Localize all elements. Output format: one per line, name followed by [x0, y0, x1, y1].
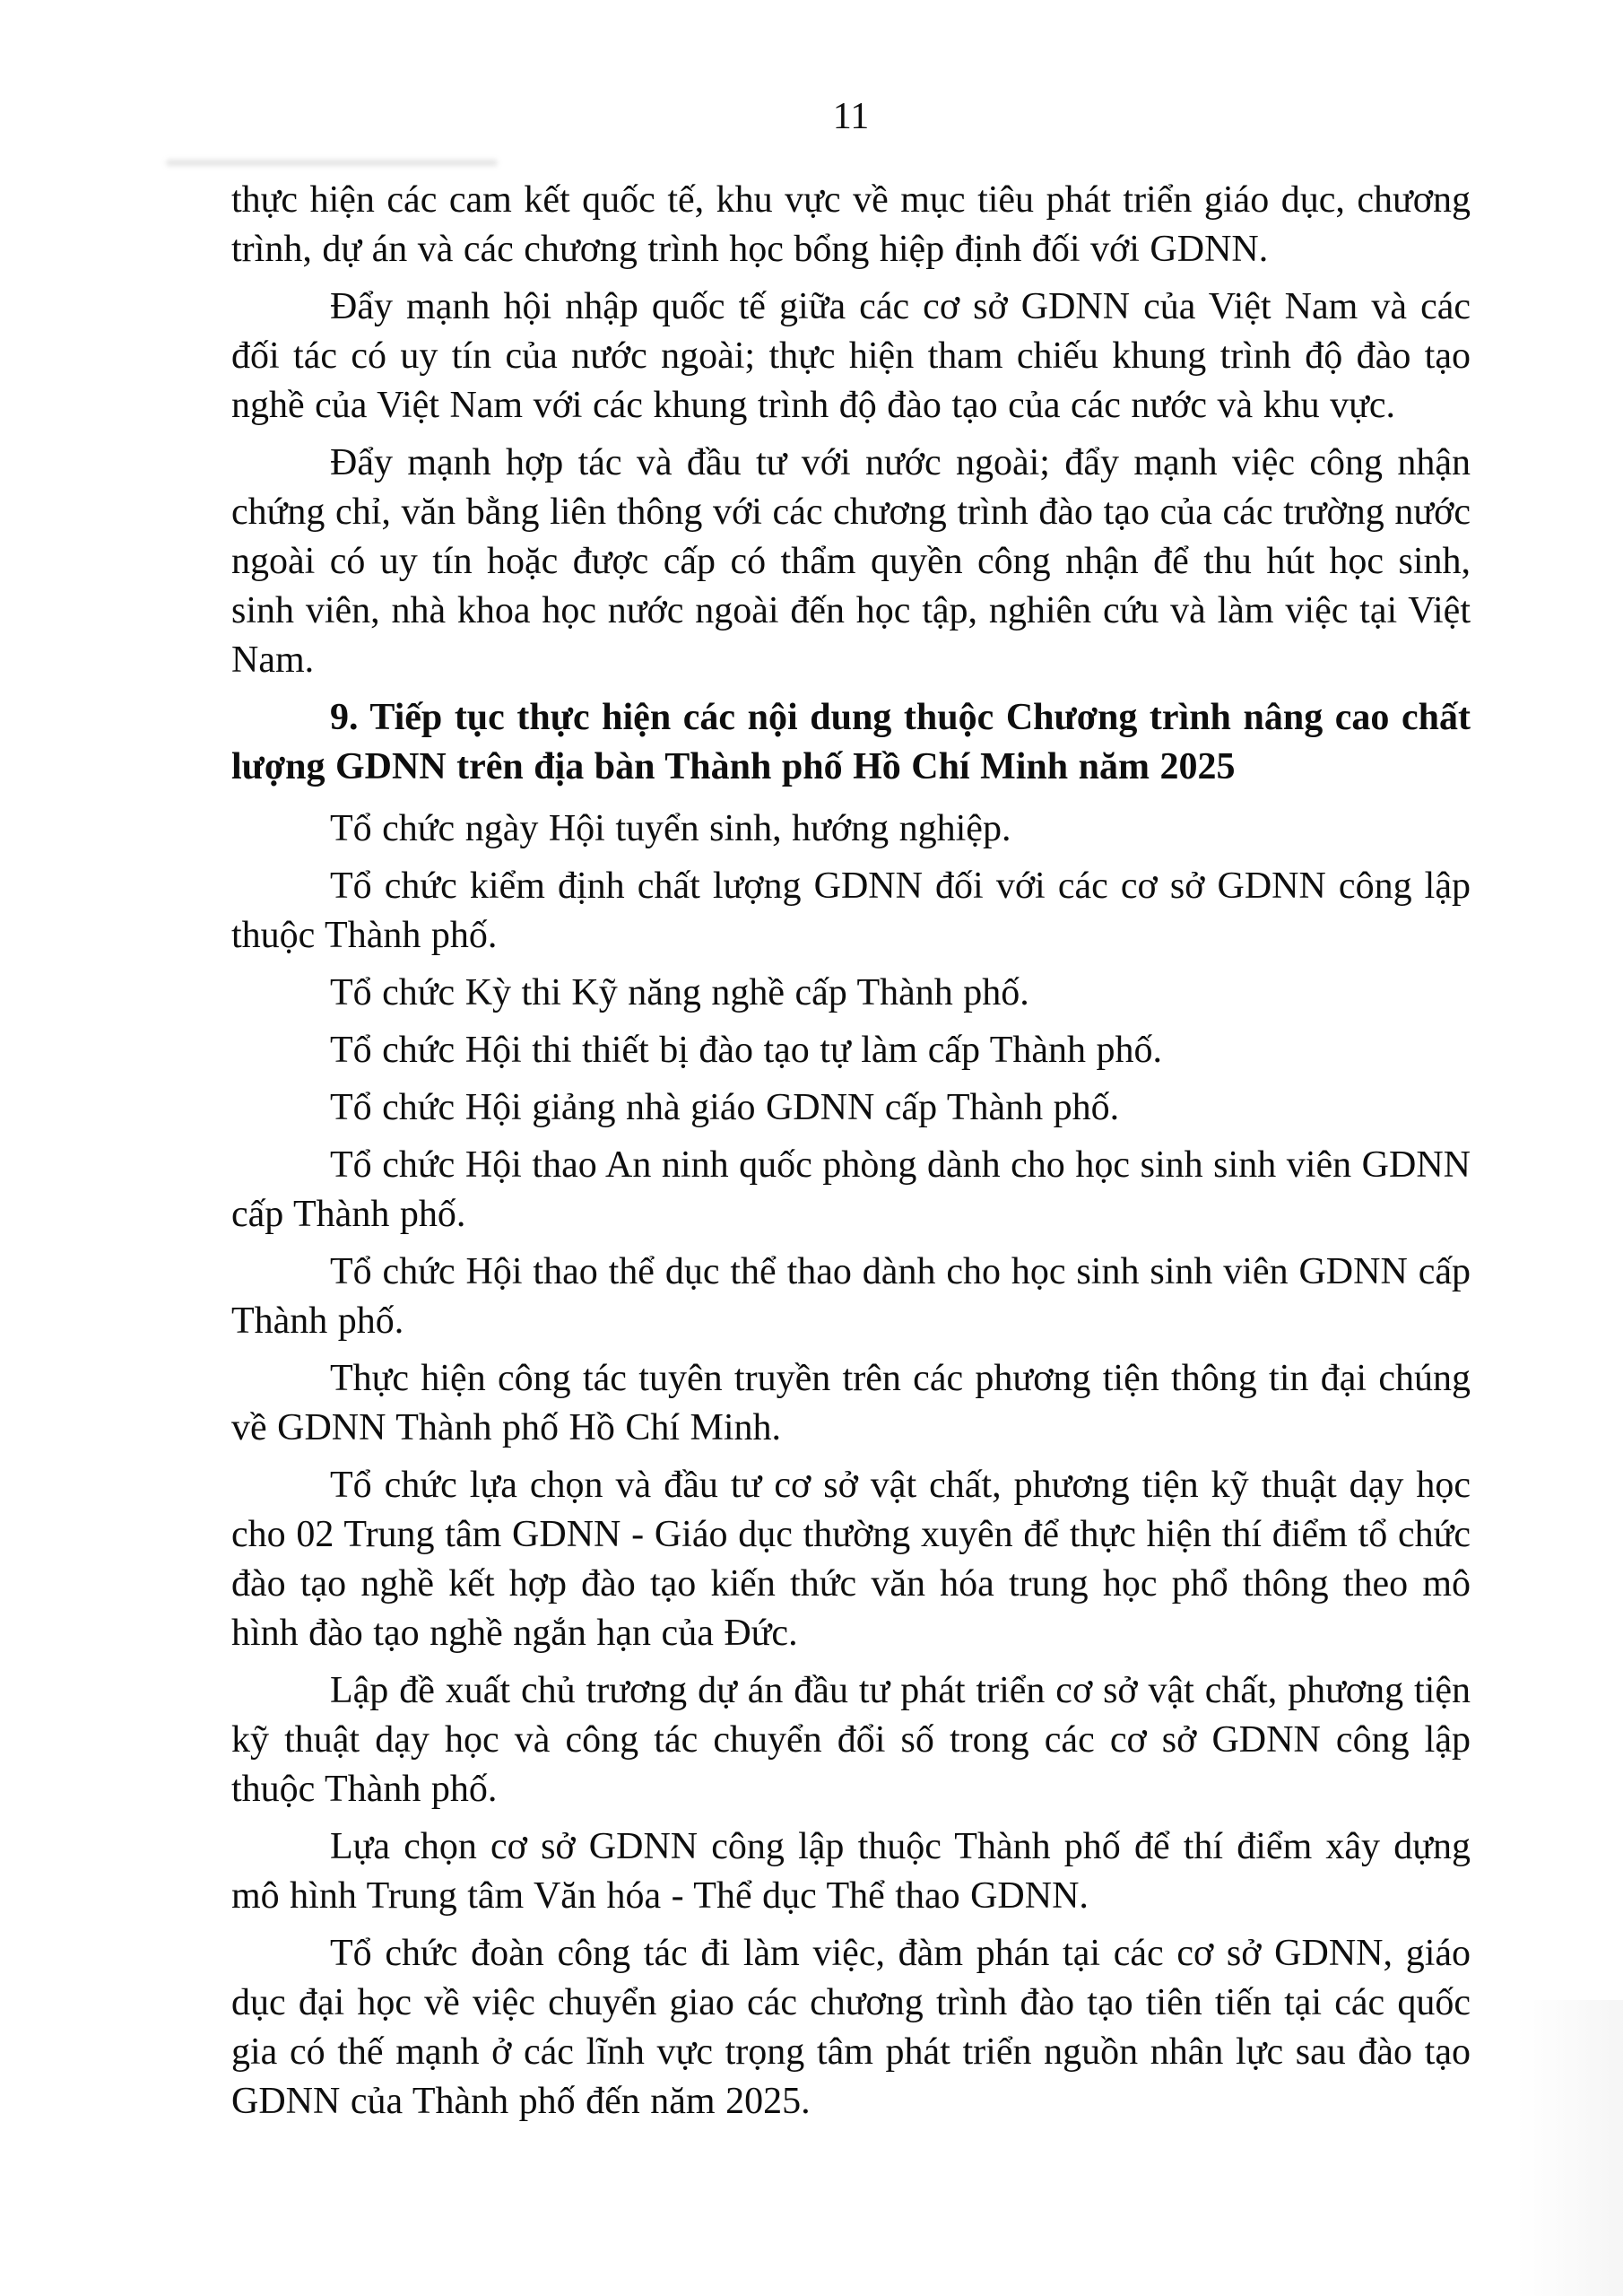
- paragraph-16: Tổ chức đoàn công tác đi làm việc, đàm phán tại các cơ sở GDNN, giáo dục đại học về việc chuyển giao các chương trình đào tạo tiên tiến tại các quốc gia có thế mạnh ở các lĩnh vực trọng tâm phát triển nguồn nhân lực sau đào tạo GDNN của Thành phố đến năm 2025.: [231, 1933, 1471, 2122]
- paragraph-8: Tổ chức Hội thi thiết bị đào tạo tự làm cấp Thành phố.: [330, 1030, 1163, 1071]
- paragraph-15: Lựa chọn cơ sở GDNN công lập thuộc Thành phố để thí điểm xây dựng mô hình Trung tâm Văn hóa - Thể dục Thể thao GDNN.: [231, 1826, 1471, 1917]
- paragraph-10: Tổ chức Hội thao An ninh quốc phòng dành cho học sinh sinh viên GDNN cấp Thành phố.: [231, 1144, 1471, 1235]
- section-9-heading: 9. Tiếp tục thực hiện các nội dung thuộc Chương trình nâng cao chất lượng GDNN trên địa bàn Thành phố Hồ Chí Minh năm 2025: [231, 697, 1471, 787]
- scan-smudge-artifact: [166, 160, 498, 166]
- scan-edge-noise: [1471, 2000, 1623, 2296]
- page-number: 11: [832, 96, 870, 137]
- paragraph-13: Tổ chức lựa chọn và đầu tư cơ sở vật chất, phương tiện kỹ thuật dạy học cho 02 Trung tâm GDNN - Giáo dục thường xuyên để thực hiện thí điểm tổ chức đào tạo nghề kết hợp đào tạo kiến thức văn hóa trung học phổ thông theo mô hình đào tạo nghề ngắn hạn của Đức.: [231, 1465, 1471, 1654]
- paragraph-5: Tổ chức ngày Hội tuyển sinh, hướng nghiệp.: [330, 808, 1011, 849]
- paragraph-continuation: thực hiện các cam kết quốc tế, khu vực về mục tiêu phát triển giáo dục, chương trình, dự án và các chương trình học bổng hiệp định đối với GDNN.: [231, 179, 1471, 270]
- paragraph-9: Tổ chức Hội giảng nhà giáo GDNN cấp Thành phố.: [330, 1087, 1120, 1128]
- paragraph-7: Tổ chức Kỳ thi Kỹ năng nghề cấp Thành phố.: [330, 972, 1029, 1013]
- paragraph-11: Tổ chức Hội thao thể dục thể thao dành cho học sinh sinh viên GDNN cấp Thành phố.: [231, 1251, 1471, 1342]
- paragraph-12: Thực hiện công tác tuyên truyền trên các phương tiện thông tin đại chúng về GDNN Thành phố Hồ Chí Minh.: [231, 1358, 1471, 1448]
- paragraph-2: Đẩy mạnh hội nhập quốc tế giữa các cơ sở GDNN của Việt Nam và các đối tác có uy tín của nước ngoài; thực hiện tham chiếu khung trình độ đào tạo nghề của Việt Nam với các khung trình độ đào tạo của các nước và khu vực.: [231, 286, 1471, 426]
- paragraph-6: Tổ chức kiểm định chất lượng GDNN đối với các cơ sở GDNN công lập thuộc Thành phố.: [231, 865, 1471, 956]
- paragraph-3: Đẩy mạnh hợp tác và đầu tư với nước ngoài; đẩy mạnh việc công nhận chứng chỉ, văn bằng liên thông với các chương trình đào tạo của các trường nước ngoài có uy tín hoặc được cấp có thẩm quyền công nhận để thu hút học sinh, sinh viên, nhà khoa học nước ngoài đến học tập, nghiên cứu và làm việc tại Việt Nam.: [231, 442, 1471, 681]
- paragraph-14: Lập đề xuất chủ trương dự án đầu tư phát triển cơ sở vật chất, phương tiện kỹ thuật dạy học và công tác chuyển đổi số trong các cơ sở GDNN công lập thuộc Thành phố.: [231, 1670, 1471, 1810]
- document-body: [231, 176, 1471, 2135]
